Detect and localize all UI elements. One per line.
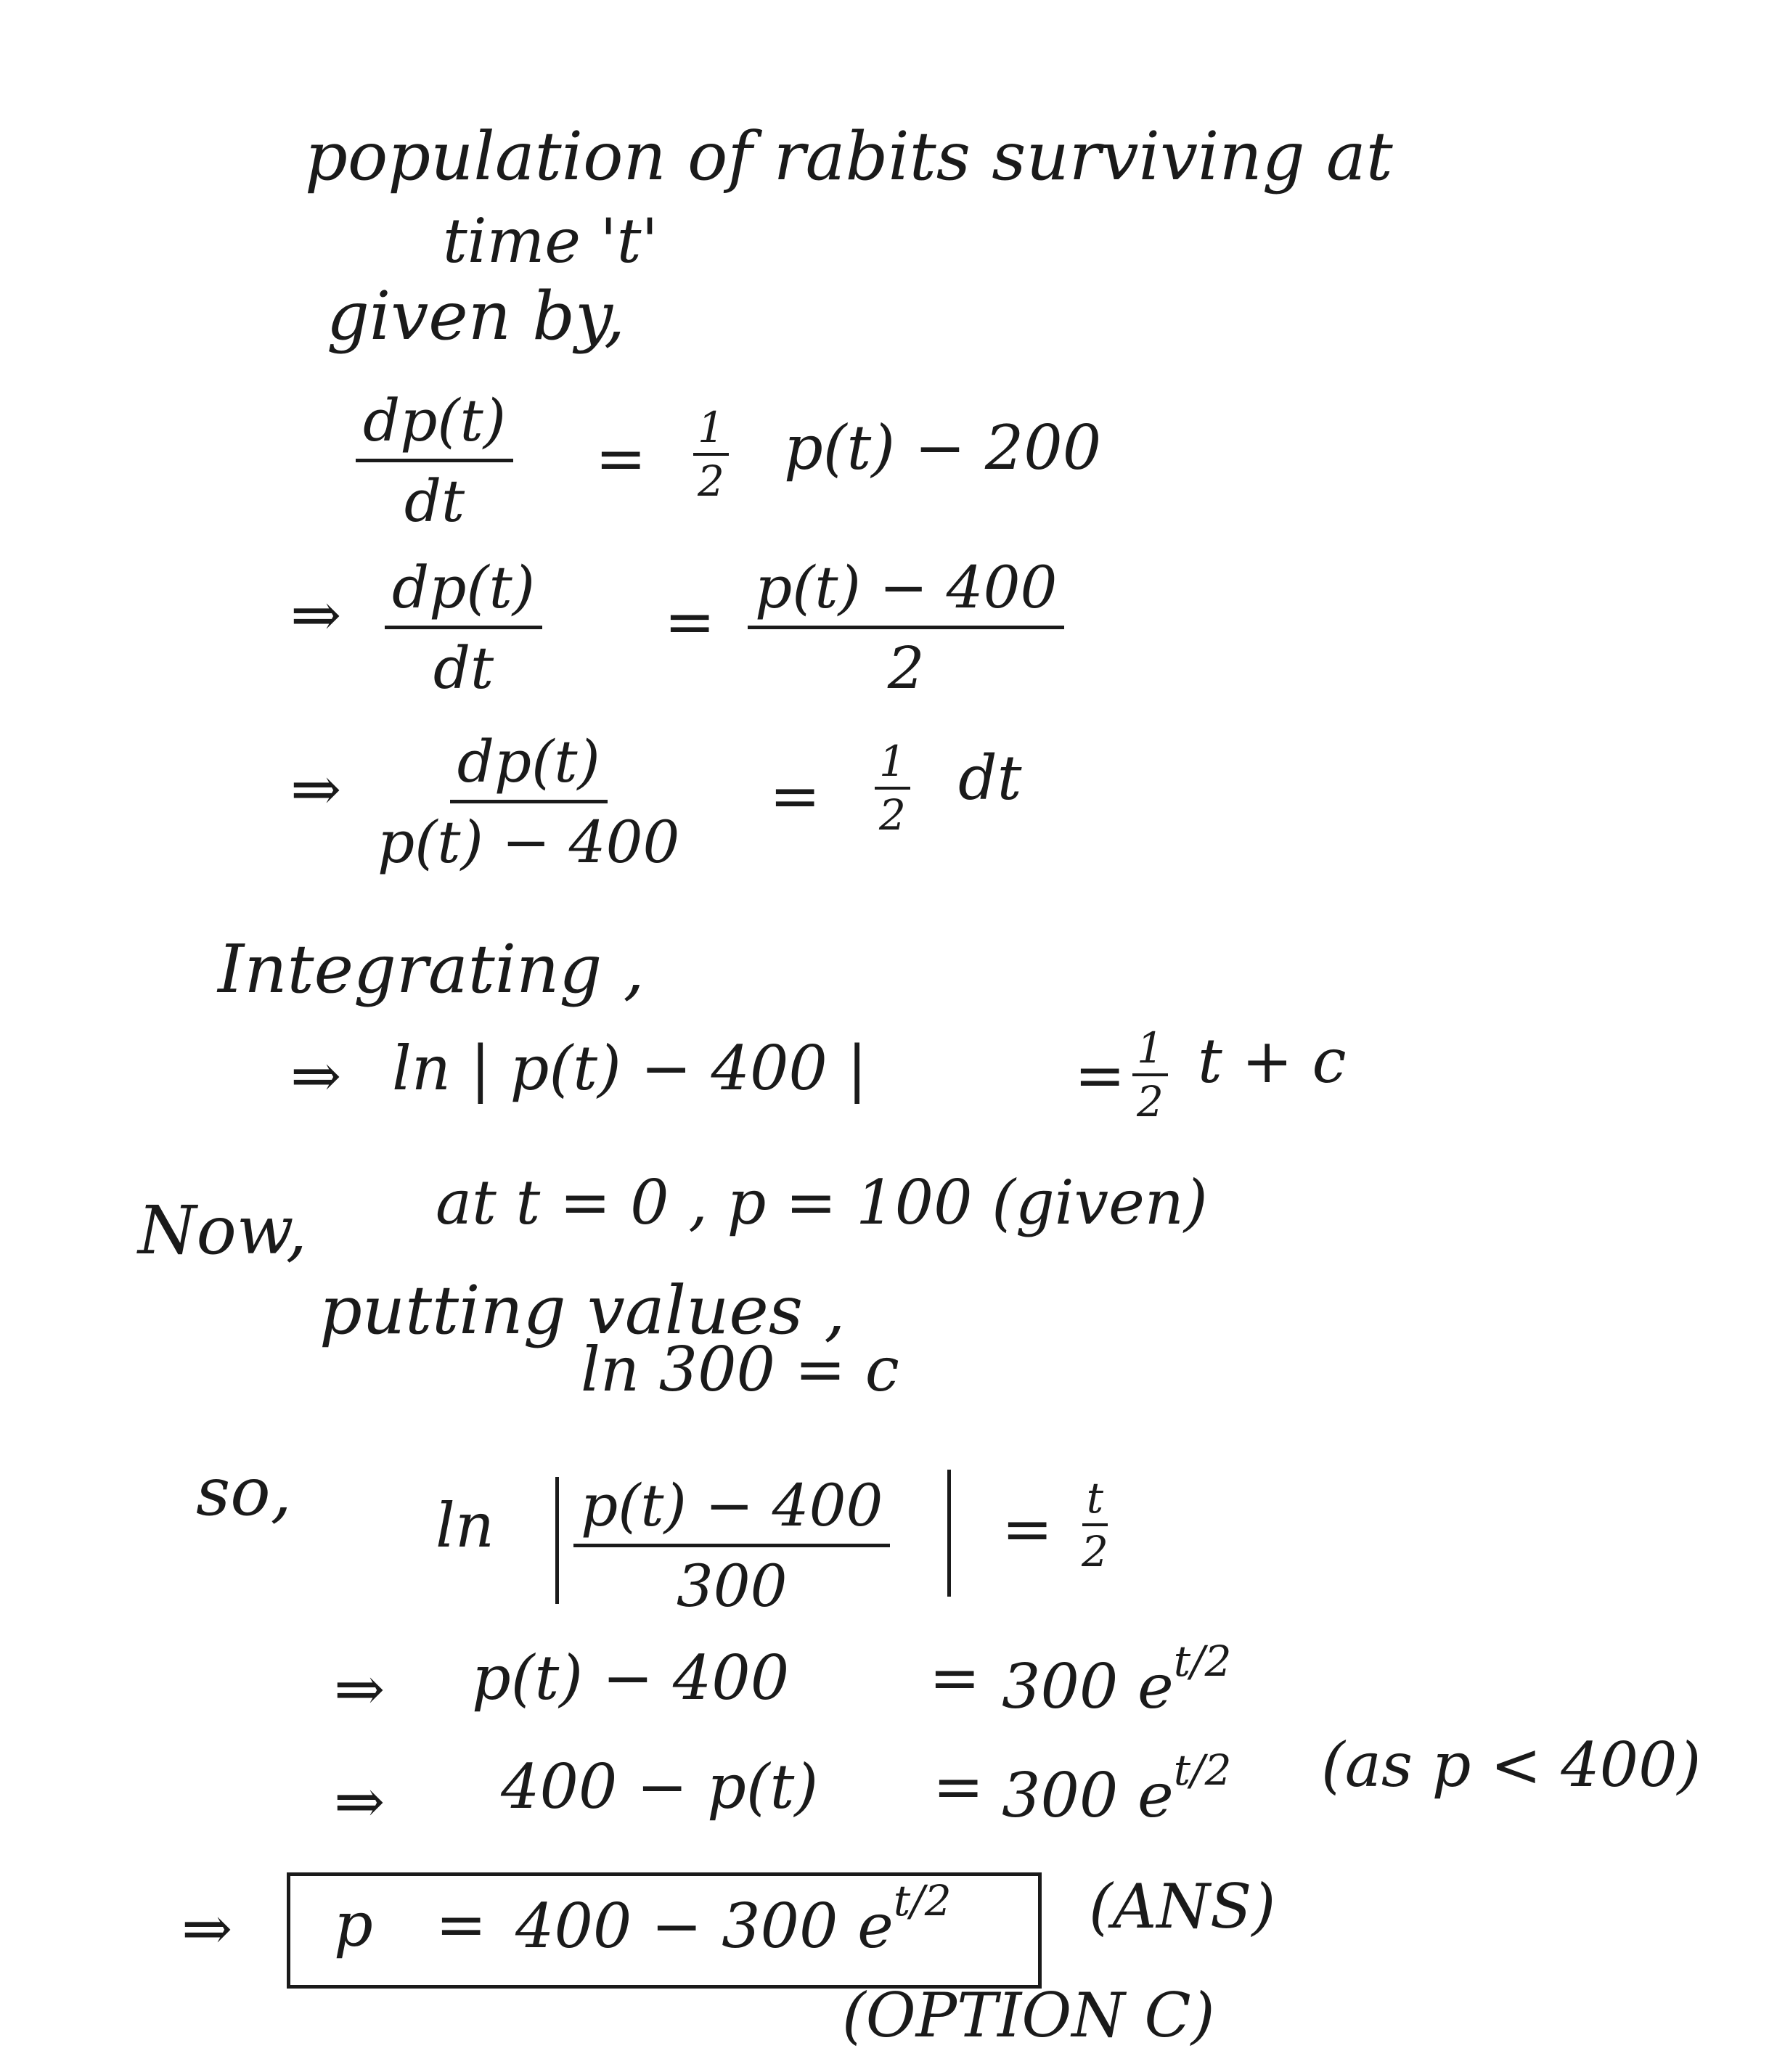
- now-label: Now,: [138, 1192, 307, 1269]
- integrating-equals: =: [1074, 1040, 1126, 1111]
- eq2-implies-arrow: ⇒: [290, 579, 342, 650]
- eq2-equals: =: [664, 586, 716, 658]
- eq3-coefficient: [875, 737, 910, 840]
- heading-line-1: population of rabits surviving at: [305, 118, 1393, 195]
- so-denominator: 300: [676, 1552, 788, 1620]
- step2-exponent: t/2: [1173, 1745, 1232, 1795]
- eq2-rhs-fraction: [748, 554, 1064, 702]
- now-condition: at t = 0 , p = 100 (given): [436, 1167, 1208, 1238]
- step1-exponent: t/2: [1173, 1637, 1232, 1686]
- eq3-lhs-fraction: [377, 728, 680, 876]
- step2-implies-arrow: ⇒: [334, 1766, 385, 1837]
- answer-option: (OPTION C): [842, 1980, 1215, 2051]
- so-rhs-numerator: t: [1082, 1477, 1108, 1526]
- eq2-rhs-denominator: 2: [887, 634, 925, 702]
- step2-rhs: [1002, 1745, 1232, 1831]
- step2-lhs: 400 − p(t): [501, 1751, 819, 1822]
- so-equals: =: [1002, 1494, 1053, 1565]
- eq3-coef-numerator: 1: [875, 740, 910, 790]
- eq3-coef-denominator: 2: [879, 790, 906, 840]
- abs-bar-right: [947, 1470, 951, 1597]
- so-fraction: [573, 1472, 890, 1620]
- step1-rhs: [1002, 1637, 1232, 1722]
- eq1-rhs: p(t) − 200: [784, 412, 1102, 483]
- ln-300-equals-c: ln 300 = c: [581, 1334, 899, 1405]
- heading-line-2: time 't': [443, 205, 658, 277]
- integrating-rhs: t + c: [1198, 1025, 1347, 1097]
- putting-values: putting values ,: [319, 1272, 846, 1349]
- integrating-coef-denominator: 2: [1137, 1077, 1164, 1126]
- integrating-implies-arrow: ⇒: [290, 1040, 342, 1111]
- step1-lhs: p(t) − 400: [472, 1642, 790, 1713]
- eq1-lhs-numerator: dp(t): [356, 392, 513, 462]
- answer-tag: (ANS): [1089, 1871, 1276, 1942]
- answer-equals: =: [436, 1889, 487, 1960]
- step2-equals: =: [933, 1751, 984, 1822]
- eq3-rhs: dt: [958, 742, 1022, 814]
- step1-implies-arrow: ⇒: [334, 1653, 385, 1724]
- integrating-lhs: ln | p(t) − 400 |: [392, 1033, 867, 1104]
- so-numerator: p(t) − 400: [573, 1477, 890, 1547]
- step1-equals: =: [929, 1642, 981, 1713]
- eq1-lhs-fraction: [356, 387, 513, 535]
- eq2-lhs-denominator: dt: [433, 634, 494, 702]
- eq2-lhs-numerator: dp(t): [385, 559, 542, 629]
- eq1-equals: =: [595, 423, 647, 494]
- eq1-coef-denominator: 2: [698, 456, 724, 506]
- so-ln: ln: [436, 1490, 494, 1561]
- answer-rhs: [515, 1876, 952, 1962]
- so-rhs-denominator: 2: [1082, 1527, 1108, 1576]
- eq3-implies-arrow: ⇒: [290, 753, 342, 824]
- answer-rhs-base: 400 − 300 e: [515, 1891, 894, 1962]
- eq3-equals: =: [769, 761, 821, 832]
- eq1-coef-numerator: 1: [693, 406, 729, 456]
- answer-implies-arrow: ⇒: [181, 1893, 233, 1964]
- integrating-label: Integrating ,: [218, 930, 645, 1008]
- heading-line-3: given by,: [327, 277, 626, 355]
- step2-note: (as p < 400): [1321, 1729, 1702, 1801]
- so-label: so,: [196, 1453, 292, 1531]
- step2-rhs-base: 300 e: [1002, 1760, 1174, 1831]
- answer-lhs: p: [334, 1889, 373, 1960]
- so-rhs-fraction: [1082, 1473, 1108, 1576]
- integrating-coef-numerator: 1: [1132, 1027, 1168, 1076]
- eq2-rhs-numerator: p(t) − 400: [748, 559, 1064, 629]
- eq3-lhs-denominator: p(t) − 400: [377, 808, 680, 876]
- answer-exponent: t/2: [893, 1876, 952, 1925]
- step1-rhs-base: 300 e: [1002, 1651, 1174, 1722]
- eq2-lhs-fraction: [385, 554, 542, 702]
- eq3-lhs-numerator: dp(t): [450, 733, 608, 803]
- eq1-coefficient: [693, 403, 729, 506]
- eq1-lhs-denominator: dt: [404, 467, 465, 535]
- abs-bar-left: [555, 1477, 559, 1604]
- integrating-coefficient: [1132, 1023, 1168, 1126]
